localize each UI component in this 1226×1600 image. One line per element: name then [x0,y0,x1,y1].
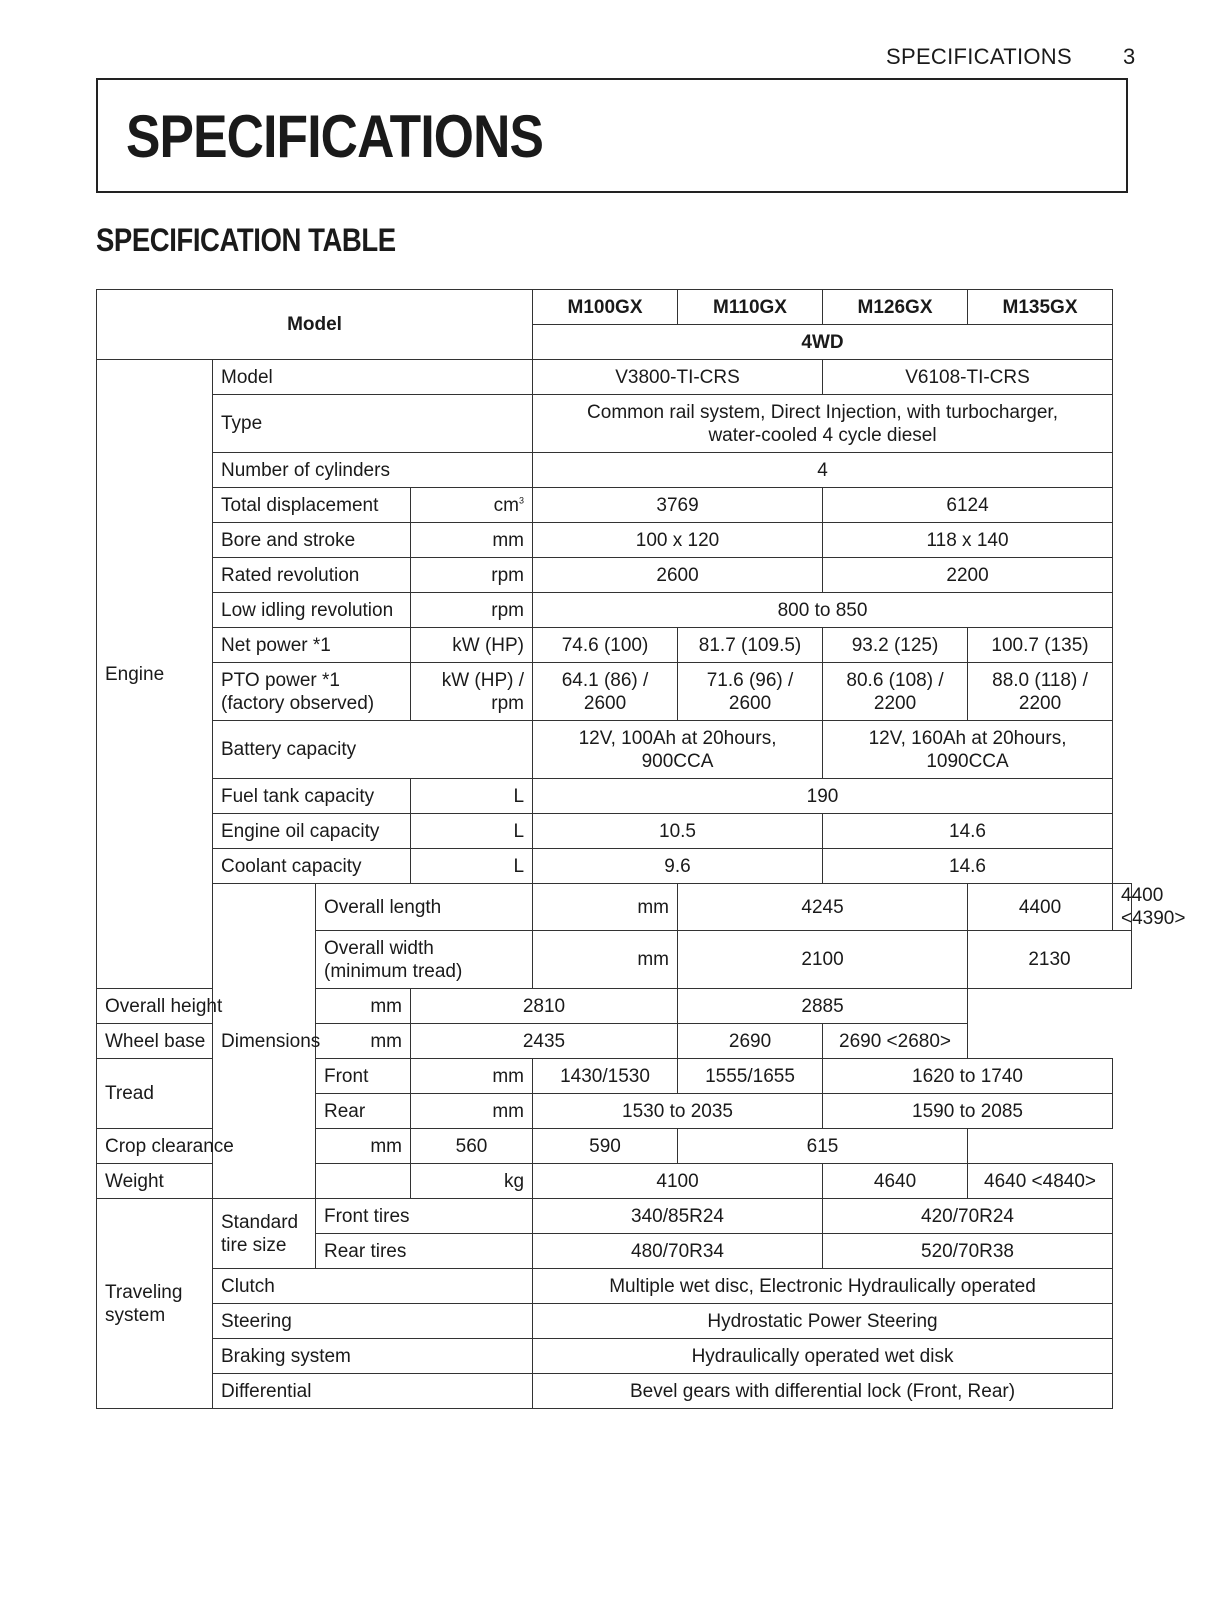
row-label: Fuel tank capacity [213,779,411,814]
group-engine: Engine [97,360,213,989]
cell-value: 4400 <4390> [1113,884,1132,931]
row-label: Braking system [213,1339,533,1374]
cell-value: 520/70R38 [823,1234,1113,1269]
unit-superscript: 3 [519,495,525,506]
row-label: Clutch [213,1269,533,1304]
cell-value: 2810 [411,989,678,1024]
cell-value: 2130 [968,931,1132,989]
cell-value: 10.5 [533,814,823,849]
row-label: Differential [213,1374,533,1409]
cell-value: Hydraulically operated wet disk [533,1339,1113,1374]
cell-value: 420/70R24 [823,1199,1113,1234]
label-line: (factory observed) [221,692,375,714]
cell-value: 2885 [678,989,968,1024]
row-label: Tread [97,1059,213,1129]
cell-line: 80.6 (108) / [846,669,944,691]
sub-label: Front [316,1059,411,1094]
cell-line: 2600 [728,692,772,714]
row-label: Crop clearance [97,1129,316,1164]
cell-value: 74.6 (100) [533,628,678,663]
cell-value: 1620 to 1740 [823,1059,1113,1094]
cell-value: 14.6 [823,814,1113,849]
row-label: Total displacement [213,488,411,523]
cell-value: 480/70R34 [533,1234,823,1269]
cell-value [533,721,823,779]
cell-value: 4640 <4840> [968,1164,1113,1199]
cell-line: Common rail system, Direct Injection, with turbocharger, [587,401,1058,423]
table-row [97,849,1132,884]
cell-value: 2100 [678,931,968,989]
cell-line: 12V, 100Ah at 20hours, [578,727,777,749]
running-header-title: SPECIFICATIONS [886,44,1072,69]
unit-line: rpm [491,692,525,714]
cell-line: 71.6 (96) / [706,669,794,691]
cell-value: V6108-TI-CRS [823,360,1113,395]
table-row [97,663,1132,721]
label-line: PTO power *1 [221,669,340,691]
cell-line: 900CCA [641,750,714,772]
row-label: Overall height [97,989,316,1024]
cell-value: 1555/1655 [678,1059,823,1094]
page-number: 3 [1123,44,1136,69]
label-line: Standard [221,1211,299,1233]
unit-line: kW (HP) / [441,669,525,691]
cell-value: 2200 [823,558,1113,593]
cell-line: 2200 [1018,692,1062,714]
unit-cell: mm [411,1094,533,1129]
unit-cell: L [411,814,533,849]
table-row [97,721,1132,779]
row-label: Steering [213,1304,533,1339]
cell-value: 14.6 [823,849,1113,884]
sub-label: Front tires [316,1199,533,1234]
row-label: Bore and stroke [213,523,411,558]
row-label: Number of cylinders [213,453,533,488]
cell-value [823,721,1113,779]
table-row [97,1339,1132,1374]
table-row [97,360,1132,395]
sub-label: Rear tires [316,1234,533,1269]
page-title: SPECIFICATIONS [126,103,544,170]
cell-value: 118 x 140 [823,523,1113,558]
model-header: Model [97,290,533,360]
row-label: Battery capacity [213,721,533,779]
unit-text: cm [493,494,519,516]
drive-type: 4WD [533,325,1113,360]
row-label [213,663,411,721]
table-header-row [97,290,1132,325]
cell-value: 6124 [823,488,1113,523]
cell-value: 1430/1530 [533,1059,678,1094]
cell-line: 1090CCA [926,750,1009,772]
sub-label: Rear [316,1094,411,1129]
cell-value: 2690 [678,1024,823,1059]
cell-value: 340/85R24 [533,1199,823,1234]
title-box [96,78,1128,193]
group-traveling: Traveling system [97,1199,213,1409]
unit-cell: mm [411,523,533,558]
specification-table [96,289,1186,1409]
label-line: (minimum tread) [324,960,463,982]
cell-line: 2600 [583,692,627,714]
row-label: Overall length [316,884,533,931]
table-row [97,1199,1132,1234]
table-row [97,488,1132,523]
cell-value: V3800-TI-CRS [533,360,823,395]
table-row [97,395,1132,453]
cell-value: 4 [533,453,1113,488]
cell-value: 4100 [533,1164,823,1199]
cell-value: 1530 to 2035 [533,1094,823,1129]
cell-value: 560 [411,1129,533,1164]
table-row [97,1269,1132,1304]
table-row [97,814,1132,849]
row-label: Model [213,360,533,395]
cell-value [533,663,678,721]
cell-value: 4245 [678,884,968,931]
cell-value: 81.7 (109.5) [678,628,823,663]
cell-value: 800 to 850 [533,593,1113,628]
section-title: SPECIFICATION TABLE [96,222,396,258]
row-label [213,1199,316,1269]
table-row [97,1164,1132,1199]
row-label: Engine oil capacity [213,814,411,849]
model-m110gx: M110GX [678,290,823,325]
table-row [97,453,1132,488]
row-label: Wheel base [97,1024,316,1059]
table-row [97,1129,1132,1164]
cell-value: 2600 [533,558,823,593]
table-row [97,779,1132,814]
table-row [97,1374,1132,1409]
unit-cell [411,488,533,523]
model-m126gx: M126GX [823,290,968,325]
table-row [97,884,1132,931]
unit-cell [411,663,533,721]
cell-value: 9.6 [533,849,823,884]
cell-line: 2200 [873,692,917,714]
cell-value: 2690 <2680> [823,1024,968,1059]
cell-value: 3769 [533,488,823,523]
row-label: Rated revolution [213,558,411,593]
cell-value [823,663,968,721]
label-line: Overall width [324,937,434,959]
cell-value: 615 [678,1129,968,1164]
table-row [97,1304,1132,1339]
unit-cell: mm [316,1129,411,1164]
unit-cell: rpm [411,593,533,628]
cell-value: 93.2 (125) [823,628,968,663]
unit-cell: mm [533,884,678,931]
row-label: Net power *1 [213,628,411,663]
model-m100gx: M100GX [533,290,678,325]
cell-value: Hydrostatic Power Steering [533,1304,1113,1339]
cell-line: water-cooled 4 cycle diesel [708,424,937,446]
unit-cell: mm [316,1024,411,1059]
cell-value: 4400 [968,884,1113,931]
cell-value: 1590 to 2085 [823,1094,1113,1129]
unit-cell: kg [411,1164,533,1199]
group-weight: Weight [97,1164,411,1199]
cell-value: Bevel gears with differential lock (Front, Rear) [533,1374,1113,1409]
row-label: Type [213,395,533,453]
unit-cell: mm [533,931,678,989]
cell-value [968,663,1113,721]
row-label: Coolant capacity [213,849,411,884]
row-label [316,931,533,989]
row-label: Low idling revolution [213,593,411,628]
cell-line: 12V, 160Ah at 20hours, [868,727,1067,749]
group-dimensions: Dimensions [213,884,316,1199]
table-row [97,628,1132,663]
cell-line: 64.1 (86) / [561,669,649,691]
table-row [97,523,1132,558]
unit-cell: kW (HP) [411,628,533,663]
table-row [97,558,1132,593]
cell-value: 100 x 120 [533,523,823,558]
cell-value: Multiple wet disc, Electronic Hydraulically operated [533,1269,1113,1304]
unit-cell: mm [411,1059,533,1094]
unit-cell: L [411,849,533,884]
cell-value: 190 [533,779,1113,814]
unit-cell: mm [316,989,411,1024]
table-row [97,593,1132,628]
cell-value [533,395,1113,453]
cell-value: 590 [533,1129,678,1164]
model-m135gx: M135GX [968,290,1113,325]
cell-value: 2435 [411,1024,678,1059]
table-row [97,989,1132,1024]
cell-value: 100.7 (135) [968,628,1113,663]
cell-value [678,663,823,721]
cell-value: 4640 [823,1164,968,1199]
label-line: tire size [221,1234,287,1256]
unit-cell: rpm [411,558,533,593]
unit-cell: L [411,779,533,814]
cell-line: 88.0 (118) / [992,669,1088,691]
